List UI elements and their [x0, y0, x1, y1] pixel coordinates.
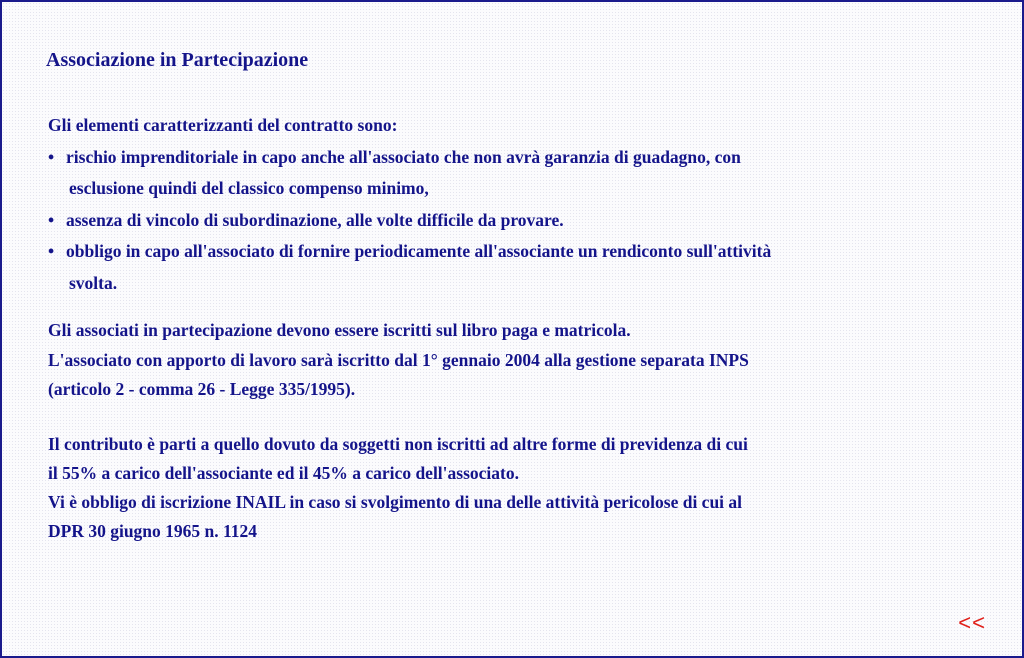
paragraph-line: il 55% a carico dell'associante ed il 45% a carico dell'associato. — [48, 463, 519, 483]
intro-text: Gli elementi caratterizzanti del contratto sono: — [48, 115, 398, 135]
bullet-text: rischio imprenditoriale in capo anche all'associato che non avrà garanzia di guadagno, con — [66, 146, 741, 167]
paragraph-line: Il contributo è parti a quello dovuto da soggetti non iscritti ad altre forme di previdenza di cui — [48, 434, 748, 454]
registration-paragraph — [48, 316, 749, 405]
paragraph-line: Gli associati in partecipazione devono essere iscritti sul libro paga e matricola. — [48, 320, 631, 340]
back-link[interactable]: << — [958, 610, 986, 635]
contract-elements-section — [48, 110, 771, 299]
paragraph-line: L'associato con apporto di lavoro sarà iscritto dal 1° gennaio 2004 alla gestione separata INPS — [48, 349, 749, 370]
bullet-item — [48, 205, 771, 237]
slide-title: Associazione in Partecipazione — [46, 49, 309, 71]
paragraph-line: (articolo 2 - comma 26 - Legge 335/1995). — [48, 379, 356, 399]
paragraph-line: Vi è obbligo di iscrizione INAIL in caso si svolgimento di una delle attività pericolose di cui al — [48, 492, 743, 512]
bullet-text-continuation: svolta. — [69, 272, 118, 293]
bullet-marker: • — [48, 209, 55, 230]
bullet-marker: • — [48, 146, 55, 167]
bullet-marker: • — [48, 241, 55, 261]
bullet-item — [48, 142, 771, 205]
bullet-text: obbligo in capo all'associato di fornire periodicamente all'associante un rendiconto sull'attività — [66, 241, 772, 261]
bullet-text: assenza di vincolo di subordinazione, alle volte difficile da provare. — [66, 209, 564, 230]
bullet-item — [48, 236, 771, 299]
bullet-text-continuation: esclusione quindi del classico compenso minimo, — [69, 178, 429, 198]
paragraph-line: DPR 30 giugno 1965 n. 1124 — [48, 521, 258, 541]
contribution-paragraph — [48, 430, 748, 546]
